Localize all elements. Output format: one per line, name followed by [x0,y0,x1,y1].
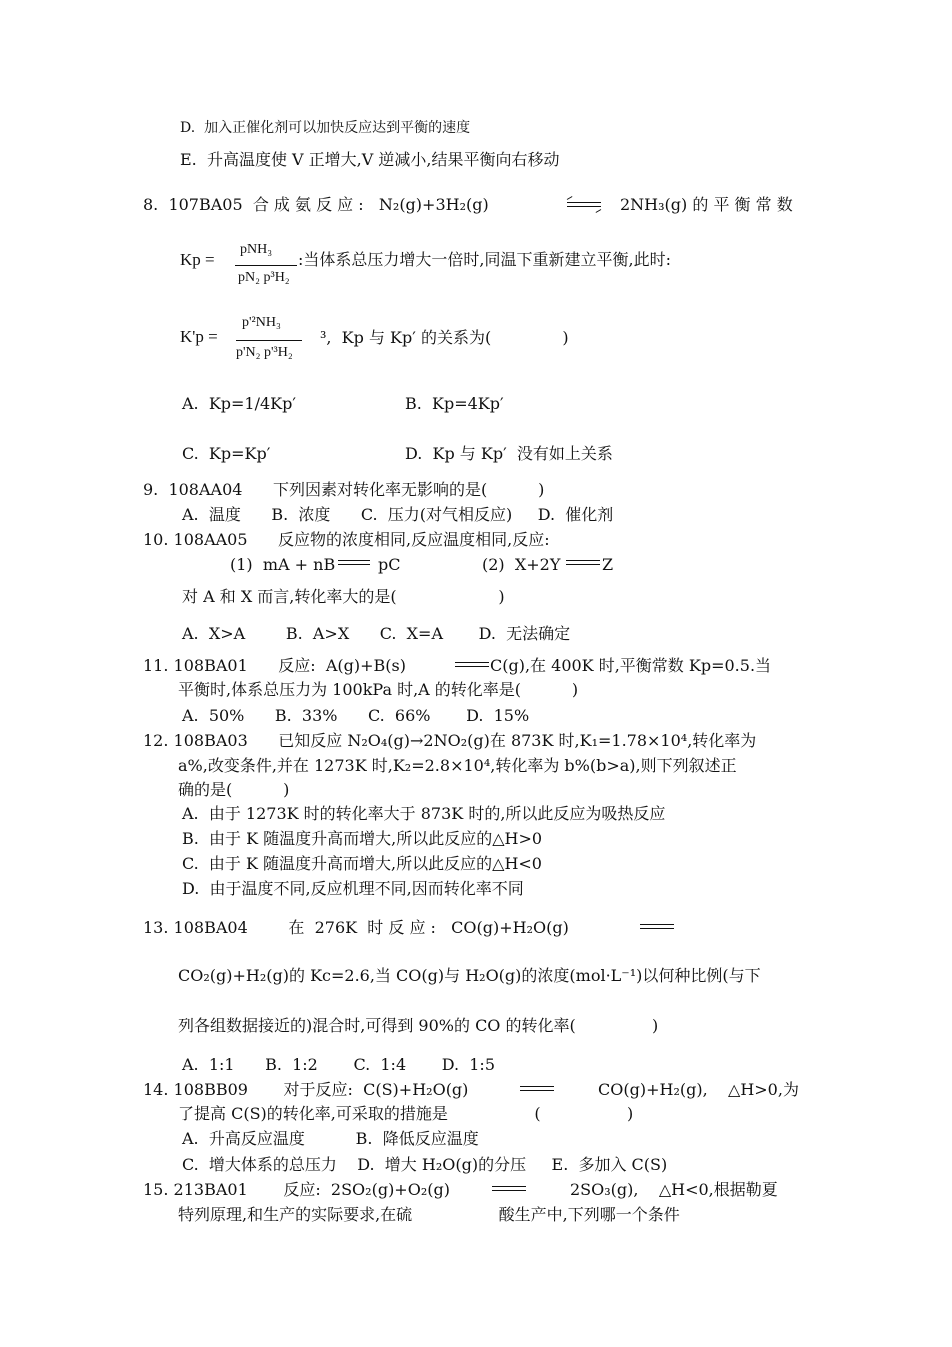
q9-head: 9. 108AA04 下列因素对转化率无影响的是( ) [143,480,545,499]
q7-option-e: E. 升高温度使 V 正增大,V 逆减小,结果平衡向右移动 [180,150,560,169]
kp-prime-label: K'p = [180,327,218,346]
equilibrium-arrow-icon [492,1184,526,1194]
equilibrium-arrow-icon [520,1084,554,1094]
q13-head: 13. 108BA04 在 276K 时 反 应 : CO(g)+H₂O(g) [143,918,569,937]
q7-option-d: D. 加入正催化剂可以加快反应达到平衡的速度 [180,120,471,136]
q11-options: A. 50% B. 33% C. 66% D. 15% [182,706,530,725]
q10-head: 10. 108AA05 反应物的浓度相同,反应温度相同,反应: [143,530,550,549]
q11-head-b: C(g),在 400K 时,平衡常数 Kp=0.5.当 [490,656,772,675]
q8-option-a: A. Kp=1/4Kp′ [182,394,296,413]
q14-head-b: CO(g)+H₂(g), △H>0,为 [598,1080,799,1099]
q13-line3: 列各组数据接近的)混合时,可得到 90%的 CO 的转化率( ) [178,1016,659,1035]
q8-option-d: D. Kp 与 Kp′ 没有如上关系 [405,444,613,463]
equilibrium-arrow-icon [640,922,674,932]
q15-head-b: 2SO₃(g), △H<0,根据勒夏 [570,1180,778,1199]
kp-numerator: pNH₃ [240,242,273,257]
q8-head-b: 2NH₃(g) 的 平 衡 常 数 [620,195,793,214]
q14-head-a: 14. 108BB09 对于反应: C(S)+H₂O(g) [143,1080,469,1099]
q15-line2: 特列原理,和生产的实际要求,在硫 酸生产中,下列哪一个条件 [178,1205,680,1224]
q14-options-1: A. 升高反应温度 B. 降低反应温度 [182,1129,479,1148]
q15-head-a: 15. 213BA01 反应: 2SO₂(g)+O₂(g) [143,1180,450,1199]
q10-reaction1-right: pC [378,555,401,574]
q10-reaction2-right: Z [602,555,614,574]
q9-options: A. 温度 B. 浓度 C. 压力(对气相反应) D. 催化剂 [182,505,614,524]
q10-ask: 对 A 和 X 而言,转化率大的是( ) [182,587,505,606]
q10-reaction2-left: (2) X+2Y [482,555,561,574]
q13-options: A. 1:1 B. 1:2 C. 1:4 D. 1:5 [182,1055,495,1074]
q12-option-d: D. 由于温度不同,反应机理不同,因而转化率不同 [182,879,524,898]
kp-description: :当体系总压力增大一倍时,同温下重新建立平衡,此时: [298,250,671,269]
q11-line2: 平衡时,体系总压力为 100kPa 时,A 的转化率是( ) [178,680,579,699]
q12-option-c: C. 由于 K 随温度升高而增大,所以此反应的△H<0 [182,854,542,873]
q10-reaction1-left: (1) mA + nB [230,555,336,574]
kp-prime-denominator: p'N₂ p'³H₂ [236,345,293,360]
kp-prime-numerator: p'²NH₃ [242,315,281,330]
q11-head-a: 11. 108BA01 反应: A(g)+B(s) [143,656,406,675]
q12-line3: 确的是( ) [178,780,290,799]
q8-option-c: C. Kp=Kp′ [182,444,271,463]
kp-denominator: pN₂ p³H₂ [238,270,290,285]
equilibrium-arrow-icon [567,200,601,210]
q8-head-a: 8. 107BA05 合 成 氨 反 应 : N₂(g)+3H₂(g) [143,195,489,214]
q14-line2: 了提高 C(S)的转化率,可采取的措施是 ( ) [178,1104,634,1123]
q12-line1: 12. 108BA03 已知反应 N₂O₄(g)→2NO₂(g)在 873K 时,K₁=1.78×10⁴,转化率为 [143,731,757,750]
kp-label: Kp = [180,250,215,269]
q13-line2: CO₂(g)+H₂(g)的 Kc=2.6,当 CO(g)与 H₂O(g)的浓度(mol·L⁻¹)以何种比例(与下 [178,966,761,985]
equilibrium-arrow-icon [566,558,600,568]
q12-option-b: B. 由于 K 随温度升高而增大,所以此反应的△H>0 [182,829,543,848]
q12-option-a: A. 由于 1273K 时的转化率大于 873K 时的,所以此反应为吸热反应 [182,804,666,823]
q12-line2: a%,改变条件,并在 1273K 时,K₂=2.8×10⁴,转化率为 b%(b>a),则下列叙述正 [178,756,737,775]
kp-prime-question: ³, Kp 与 Kp′ 的关系为( ) [320,328,569,347]
q8-option-b: B. Kp=4Kp′ [405,394,504,413]
equilibrium-arrow-icon [338,558,370,568]
q14-options-2: C. 增大体系的总压力 D. 增大 H₂O(g)的分压 E. 多加入 C(S) [182,1155,668,1174]
equilibrium-arrow-icon [455,660,489,670]
q10-options: A. X>A B. A>X C. X=A D. 无法确定 [182,624,571,643]
